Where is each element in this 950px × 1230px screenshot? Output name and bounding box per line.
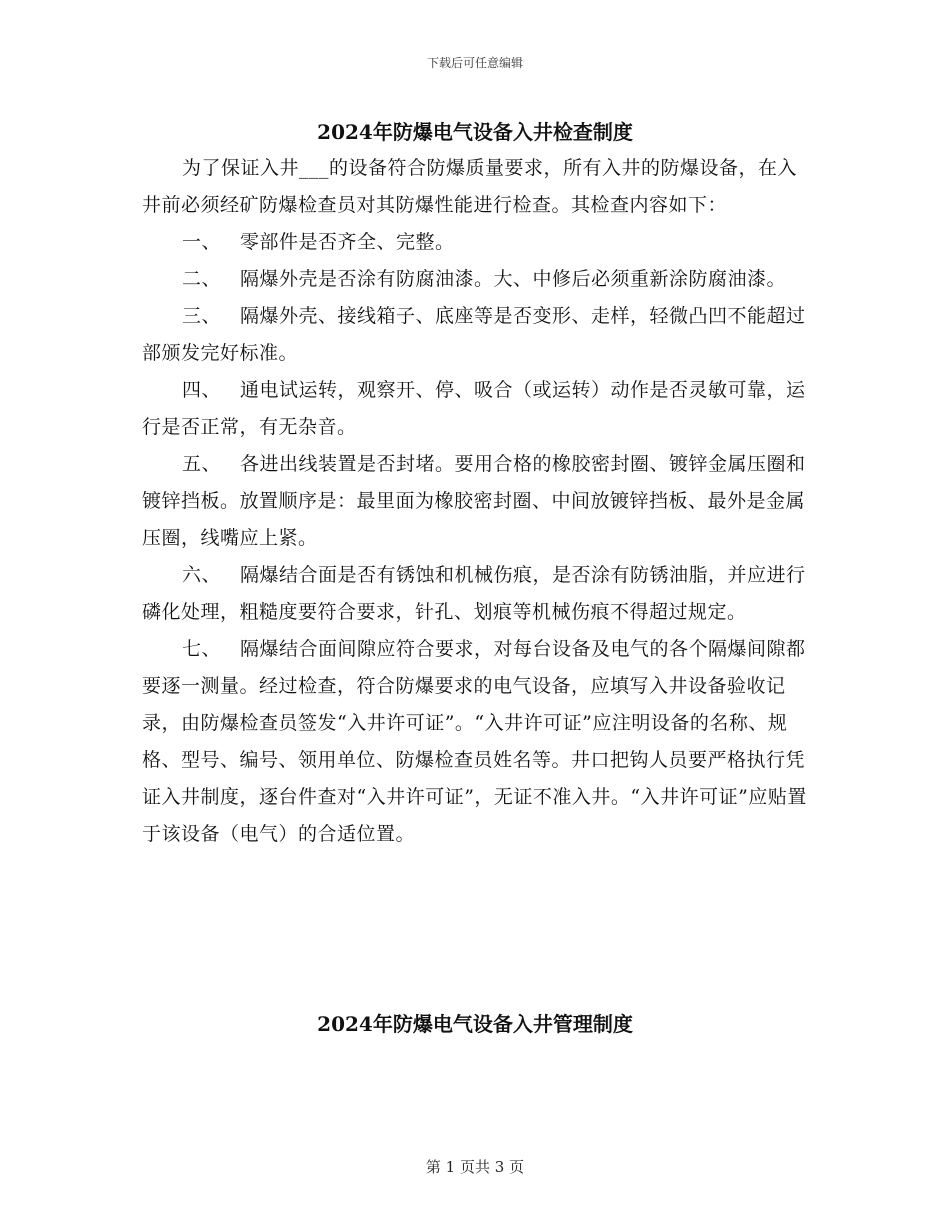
clause-number: 六、 [182, 564, 222, 586]
document-title: 2024年防爆电气设备入井检查制度 [317, 120, 633, 144]
document-body [142, 150, 810, 853]
clause-number: 五、 [182, 453, 222, 475]
clause-text: 各进出线装置是否封堵。要用合格的橡胶密封圈、镀锌金属压圈和镀锌挡板。放置顺序是：最里面为橡胶密封圈、中间放镀锌挡板、最外是金属压圈，线嘴应上紧。 [142, 453, 806, 549]
clause-number: 七、 [182, 638, 222, 660]
clause-text: 隔爆外壳、接线箱子、底座等是否变形、走样，轻微凸凹不能超过部颁发完好标准。 [142, 305, 806, 364]
clause-number: 二、 [182, 268, 222, 290]
clause-text: 通电试运转，观察开、停、吸合（或运转）动作是否灵敏可靠，运行是否正常，有无杂音。 [142, 379, 806, 438]
clause-6 [142, 557, 810, 631]
clause-2 [142, 261, 810, 298]
clause-3 [142, 298, 810, 372]
clause-text: 隔爆外壳是否涂有防腐油漆。大、中修后必须重新涂防腐油漆。 [240, 268, 787, 290]
clause-5 [142, 446, 810, 557]
clause-4 [142, 372, 810, 446]
intro-paragraph: 为了保证入井___的设备符合防爆质量要求，所有入井的防爆设备，在入井前必须经矿防爆检查员对其防爆性能进行检查。其检查内容如下： [142, 157, 798, 216]
clause-text: 隔爆结合面间隙应符合要求，对每台设备及电气的各个隔爆间隙都要逐一测量。经过检查，符合防爆要求的电气设备，应填写入井设备验收记录，由防爆检查员签发“入井许可证”。“入井许可证”应注明设备的名称、规格、型号、编号、领用单位、防爆检查员姓名等。井口把钩人员要严格执行凭证入井制度，逐台件查对“入井许可证”，无证不准入井。“入井许可证”应贴置于该设备（电气）的合适位置。 [142, 638, 807, 845]
clause-text: 隔爆结合面是否有锈蚀和机械伤痕，是否涂有防锈油脂，并应进行磷化处理，粗糙度要符合要求，针孔、划痕等机械伤痕不得超过规定。 [142, 564, 806, 623]
clause-number: 三、 [182, 305, 222, 327]
clause-number: 一、 [182, 231, 222, 253]
clause-1 [142, 224, 810, 261]
clause-text: 零部件是否齐全、完整。 [240, 231, 455, 253]
page-header-note: 下载后可任意编辑 [426, 56, 523, 70]
clause-number: 四、 [182, 379, 222, 401]
clause-7 [142, 631, 810, 853]
page-number: 第 1 页共 3 页 [425, 1158, 525, 1176]
second-document-title: 2024年防爆电气设备入井管理制度 [317, 1012, 633, 1036]
